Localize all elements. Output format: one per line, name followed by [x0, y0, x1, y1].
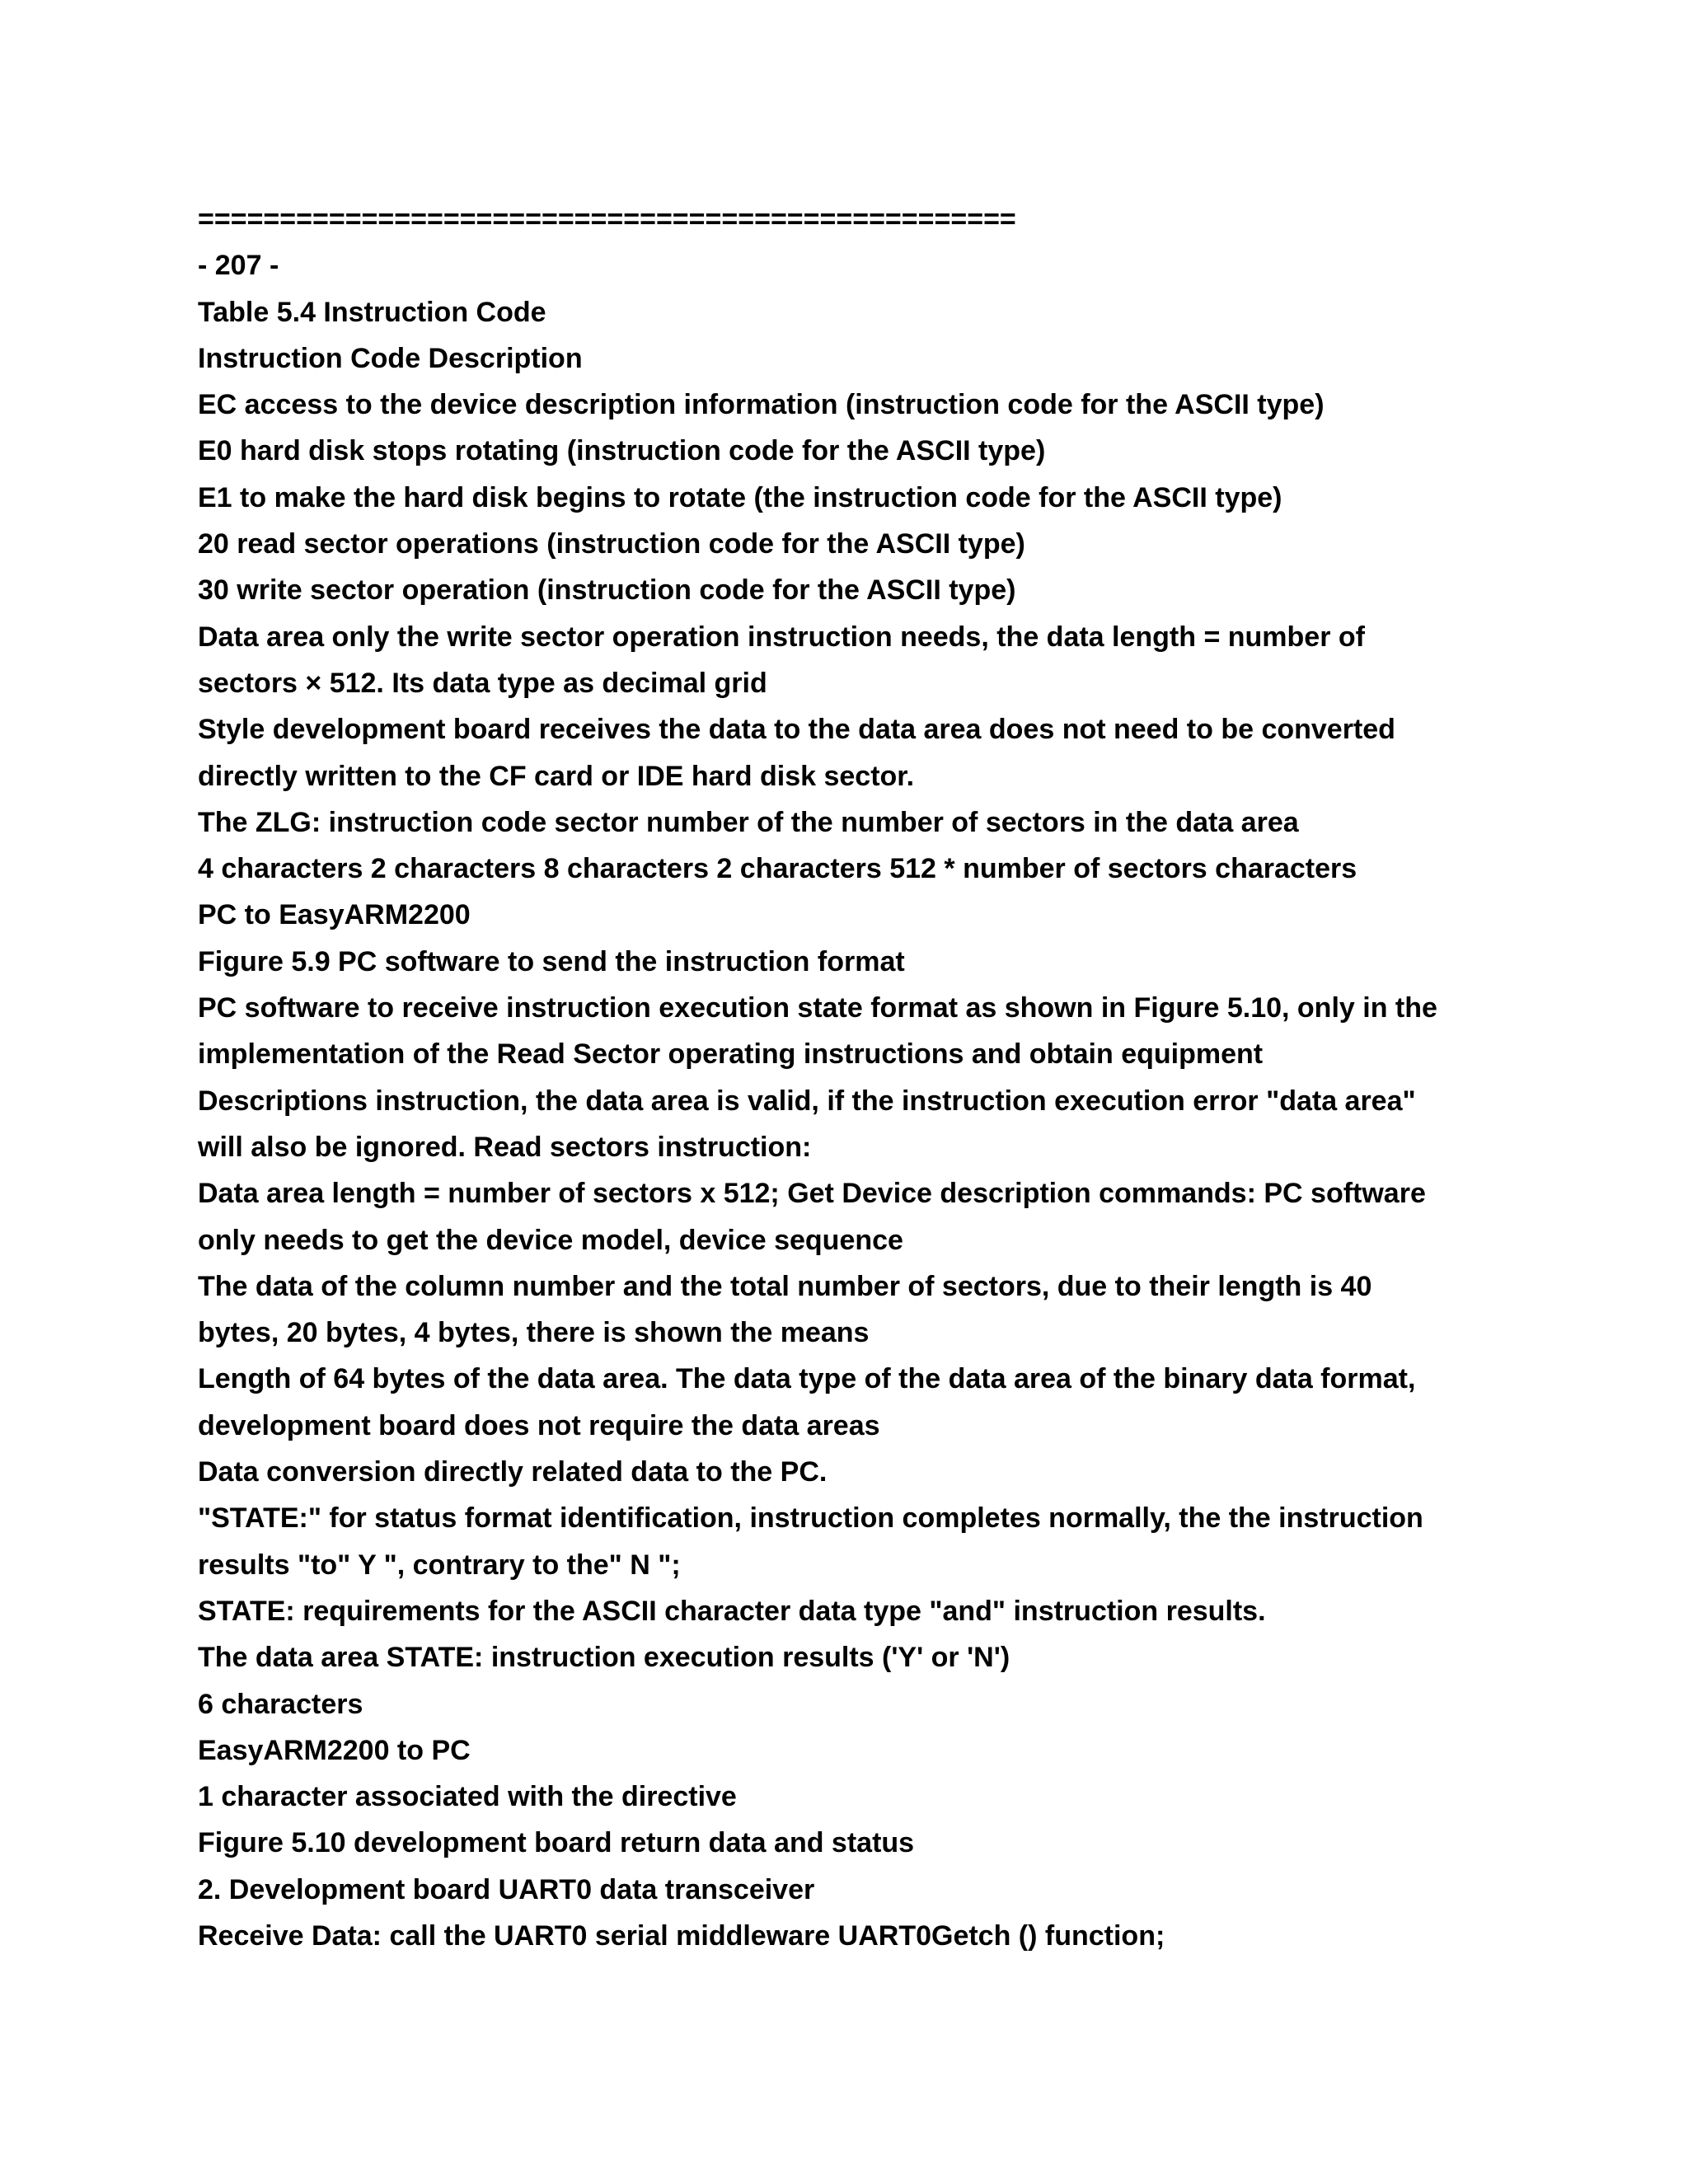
text-line: Data area only the write sector operation instruction needs, the data length = number of: [198, 621, 1365, 653]
text-line: only needs to get the device model, device sequence: [198, 1224, 903, 1256]
figure-caption: Figure 5.9 PC software to send the instruction format: [198, 945, 905, 977]
table-row: 30 write sector operation (instruction code for the ASCII type): [198, 574, 1016, 607]
figure-caption: Figure 5.10 development board return data and status: [198, 1827, 915, 1859]
format-sizes-line: 1 character associated with the directive: [198, 1781, 737, 1813]
separator-line: ==================================================: [198, 204, 1016, 235]
format-fields-line: The data area STATE: instruction execution results ('Y' or 'N'): [198, 1642, 1010, 1674]
format-sizes-line: 4 characters 2 characters 8 characters 2 characters 512 * number of sectors characters: [198, 853, 1357, 885]
text-line: Data conversion directly related data to the PC.: [198, 1456, 828, 1488]
text-line: The data of the column number and the total number of sectors, due to their length is 40: [198, 1270, 1372, 1302]
text-line: Style development board receives the data to the data area does not need to be converted: [198, 714, 1395, 746]
table-row: E1 to make the hard disk begins to rotate (the instruction code for the ASCII type): [198, 481, 1282, 513]
text-line: sectors × 512. Its data type as decimal grid: [198, 667, 767, 699]
table-caption: Table 5.4 Instruction Code: [198, 296, 546, 328]
text-line: will also be ignored. Read sectors instruction:: [198, 1131, 812, 1163]
text-line: implementation of the Read Sector operating instructions and obtain equipment: [198, 1038, 1264, 1071]
text-line: Length of 64 bytes of the data area. The data type of the data area of the binary data format,: [198, 1363, 1416, 1395]
section-heading: 2. Development board UART0 data transceiver: [198, 1873, 815, 1905]
text-line: Data area length = number of sectors x 512; Get Device description commands: PC software: [198, 1178, 1426, 1210]
text-line: PC software to receive instruction execution state format as shown in Figure 5.10, only in the: [198, 992, 1437, 1024]
text-line: "STATE:" for status format identification, instruction completes normally, the the instruction: [198, 1502, 1423, 1535]
table-row: 20 read sector operations (instruction code for the ASCII type): [198, 528, 1025, 560]
text-line: Receive Data: call the UART0 serial middleware UART0Getch () function;: [198, 1919, 1165, 1952]
direction-label: EasyARM2200 to PC: [198, 1734, 471, 1766]
page-number: - 207 -: [198, 250, 279, 282]
text-line: bytes, 20 bytes, 4 bytes, there is shown the means: [198, 1317, 870, 1349]
format-fields-line: The ZLG: instruction code sector number of the number of sectors in the data area: [198, 806, 1299, 838]
table-row: EC access to the device description information (instruction code for the ASCII type): [198, 389, 1325, 421]
table-header: Instruction Code Description: [198, 342, 583, 374]
table-row: E0 hard disk stops rotating (instruction code for the ASCII type): [198, 435, 1046, 467]
text-line: results "to" Y ", contrary to the" N ";: [198, 1549, 681, 1581]
direction-label: PC to EasyARM2200: [198, 899, 471, 931]
text-line: directly written to the CF card or IDE hard disk sector.: [198, 760, 915, 792]
text-line: Descriptions instruction, the data area is valid, if the instruction execution error "data area": [198, 1085, 1416, 1117]
document-page: [198, 196, 1517, 1959]
format-sizes-line: 6 characters: [198, 1688, 363, 1720]
text-line: development board does not require the data areas: [198, 1409, 880, 1441]
text-line: STATE: requirements for the ASCII character data type "and" instruction results.: [198, 1595, 1266, 1627]
